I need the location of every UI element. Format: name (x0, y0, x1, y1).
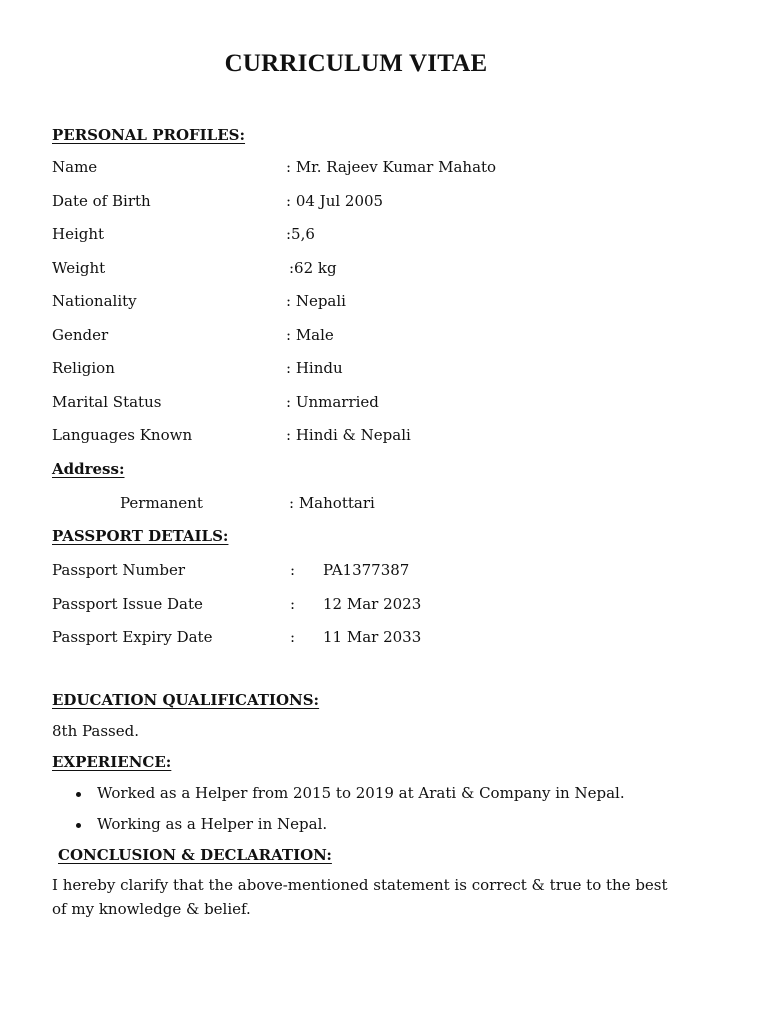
conclusion-text-line-1: I hereby clarify that the above-mentioned statement is correct & true to the best (52, 876, 668, 894)
profile-value-languages-known: : Hindi & Nepali (286, 426, 411, 444)
passport-value-issue-date: 12 Mar 2023 (323, 595, 422, 613)
passport-value-number: PA1377387 (323, 561, 410, 579)
conclusion-heading: CONCLUSION & DECLARATION: (58, 846, 332, 864)
passport-value-expiry-date: 11 Mar 2033 (323, 628, 422, 646)
education-text: 8th Passed. (52, 722, 140, 740)
profile-value-name: : Mr. Rajeev Kumar Mahato (286, 158, 497, 176)
education-heading: EDUCATION QUALIFICATIONS: (52, 691, 320, 709)
personal-profiles-heading: PERSONAL PROFILES: (52, 126, 246, 144)
experience-heading: EXPERIENCE: (52, 753, 172, 771)
bullet-icon (76, 823, 81, 828)
profile-label-marital-status: Marital Status (52, 393, 162, 411)
profile-value-marital-status: : Unmarried (286, 393, 379, 411)
profile-value-weight: :62 kg (289, 259, 337, 277)
passport-label-expiry-date: Passport Expiry Date (52, 628, 213, 646)
profile-label-height: Height (52, 225, 105, 243)
document-title: CURRICULUM VITAE (224, 50, 488, 77)
address-heading: Address: (52, 460, 125, 478)
profile-value-date-of-birth: : 04 Jul 2005 (286, 192, 384, 210)
profile-value-nationality: : Nepali (286, 292, 346, 310)
conclusion-text-line-2: of my knowledge & belief. (52, 900, 251, 918)
passport-details-heading: PASSPORT DETAILS: (52, 527, 229, 545)
passport-separator-number: : (290, 561, 296, 579)
profile-label-name: Name (52, 158, 98, 176)
passport-separator-issue-date: : (290, 595, 296, 613)
profile-value-height: :5,6 (286, 225, 315, 243)
profile-label-languages-known: Languages Known (52, 426, 193, 444)
address-label-permanent: Permanent (120, 494, 203, 512)
profile-label-weight: Weight (52, 259, 106, 277)
address-value-permanent: : Mahottari (289, 494, 375, 512)
bullet-icon (76, 792, 81, 797)
passport-separator-expiry-date: : (290, 628, 296, 646)
passport-label-issue-date: Passport Issue Date (52, 595, 203, 613)
passport-label-number: Passport Number (52, 561, 186, 579)
profile-value-religion: : Hindu (286, 359, 343, 377)
profile-label-gender: Gender (52, 326, 109, 344)
experience-item: Worked as a Helper from 2015 to 2019 at Arati & Company in Nepal. (97, 784, 625, 802)
profile-label-nationality: Nationality (52, 292, 137, 310)
profile-value-gender: : Male (286, 326, 334, 344)
profile-label-religion: Religion (52, 359, 115, 377)
profile-label-date-of-birth: Date of Birth (52, 192, 151, 210)
experience-item: Working as a Helper in Nepal. (97, 815, 328, 833)
